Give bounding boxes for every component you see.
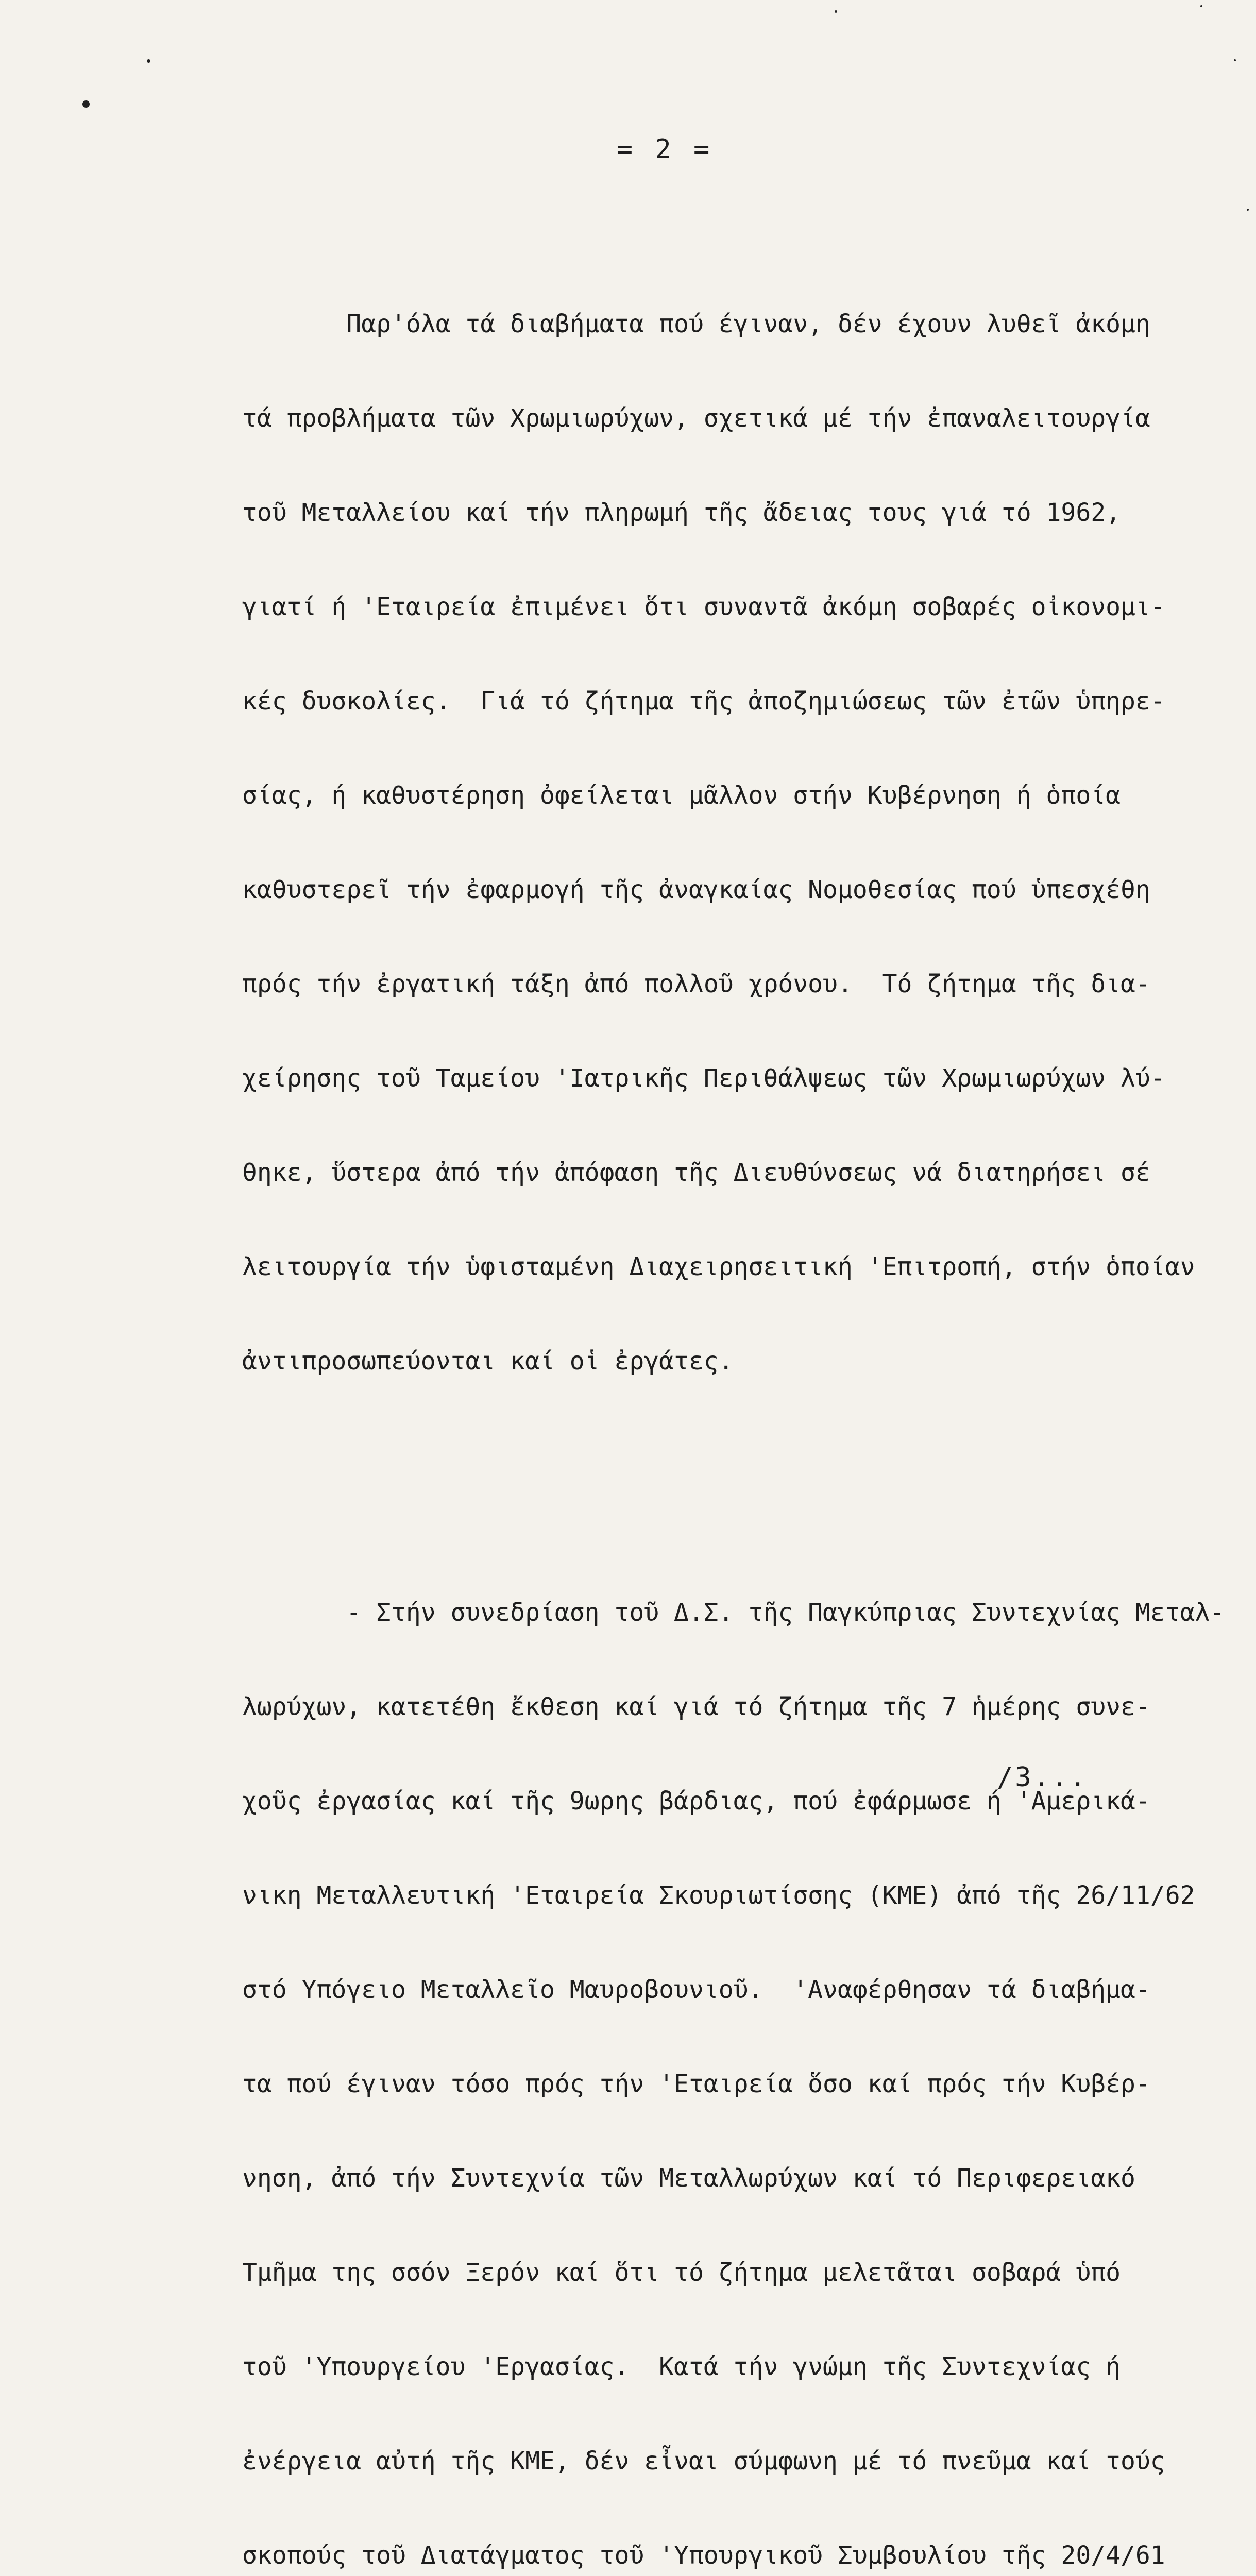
text-line: ἀντιπροσωπεύονται καί οἱ ἐργάτες. xyxy=(242,1347,734,1376)
paragraph xyxy=(242,1534,1252,2576)
ink-speck xyxy=(82,100,90,108)
text-line: χοῦς ἐργασίας καί τῆς 9ωρης βάρδιας, πού ἐφάρμωσε ή 'Αμερικά- xyxy=(242,1787,1150,1816)
text-line: τα πού έγιναν τόσο πρός τήν 'Εταιρεία ὅσο καί πρός τήν Κυβέρ- xyxy=(242,2070,1150,2098)
text-line: κές δυσκολίες. Γιά τό ζήτημα τῆς ἀποζημιώσεως τῶν ἐτῶν ὑπηρε- xyxy=(242,687,1165,716)
document-body xyxy=(242,183,1252,2576)
ink-speck xyxy=(1200,5,1202,7)
text-line: Τμῆμα της σσόν Ξερόν καί ὅτι τό ζήτημα μελετᾶται σοβαρά ὑπό xyxy=(242,2258,1121,2287)
text-line: χείρησης τοῦ Ταμείου 'Ιατρικῆς Περιθάλψεως τῶν Χρωμιωρύχων λύ- xyxy=(242,1064,1165,1093)
text-line: στό Υπόγειο Μεταλλεῖο Μαυροβουνιοῦ. 'Αναφέρθησαν τά διαβήμα- xyxy=(242,1975,1150,2004)
text-line: καθυστερεῖ τήν ἐφαρμογή τῆς ἀναγκαίας Νομοθεσίας πού ὑπεσχέθη xyxy=(242,875,1150,904)
text-line: - Στήν συνεδρίαση τοῦ Δ.Σ. τῆς Παγκύπριας Συντεχνίας Μεταλ- xyxy=(242,1598,1225,1627)
text-line: σίας, ή καθυστέρηση ὀφείλεται μᾶλλον στήν Κυβέρνηση ή ὁποία xyxy=(242,781,1121,810)
text-line: τοῦ 'Υπουργείου 'Εργασίας. Κατά τήν γνώμη τῆς Συντεχνίας ή xyxy=(242,2352,1121,2381)
text-line: ἐνέργεια αὐτή τῆς ΚΜΕ, δέν εἶναι σύμφωνη μέ τό πνεῦμα καί τούς xyxy=(242,2447,1165,2476)
text-line: Παρ'όλα τά διαβήματα πού έγιναν, δέν έχουν λυθεῖ ἀκόμη xyxy=(242,310,1150,338)
text-line: τοῦ Μεταλλείου καί τήν πληρωμή τῆς ἄδειας τους γιά τό 1962, xyxy=(242,498,1121,527)
text-line: γιατί ή 'Εταιρεία ἐπιμένει ὅτι συναντᾶ ἀκόμη σοβαρές οἰκονομι- xyxy=(242,592,1165,621)
text-line: πρός τήν ἐργατική τάξη ἀπό πολλοῦ χρόνου. Τό ζήτημα τῆς δια- xyxy=(242,970,1150,998)
continuation-mark: /3... xyxy=(997,1762,1088,1793)
text-line: τά προβλήματα τῶν Χρωμιωρύχων, σχετικά μέ τήν ἐπαναλειτουργία xyxy=(242,404,1150,433)
text-line: νηση, ἀπό τήν Συντεχνία τῶν Μεταλλωρύχων καί τό Περιφερειακό xyxy=(242,2164,1135,2193)
ink-speck xyxy=(835,10,837,13)
text-line: λωρύχων, κατετέθη ἔκθεση καί γιά τό ζήτημα τῆς 7 ἡμέρης συνε- xyxy=(242,1692,1150,1721)
ink-speck xyxy=(147,59,150,63)
text-line: νικη Μεταλλευτική 'Εταιρεία Σκουριωτίσσης (ΚΜΕ) ἀπό τῆς 26/11/62 xyxy=(242,1881,1195,1910)
page-number: = 2 = xyxy=(616,134,713,165)
text-line: λειτουργία τήν ὑφισταμένη Διαχειρησειτική 'Επιτροπή, στήν ὁποίαν xyxy=(242,1252,1195,1281)
paragraph xyxy=(242,246,1252,1440)
text-line: σκοπούς τοῦ Διατάγματος τοῦ 'Υπουργικοῦ Συμβουλίου τῆς 20/4/61 xyxy=(242,2541,1165,2570)
text-line: θηκε, ὕστερα ἀπό τήν ἀπόφαση τῆς Διευθύνσεως νά διατηρήσει σέ xyxy=(242,1158,1150,1187)
ink-speck xyxy=(1234,59,1236,61)
